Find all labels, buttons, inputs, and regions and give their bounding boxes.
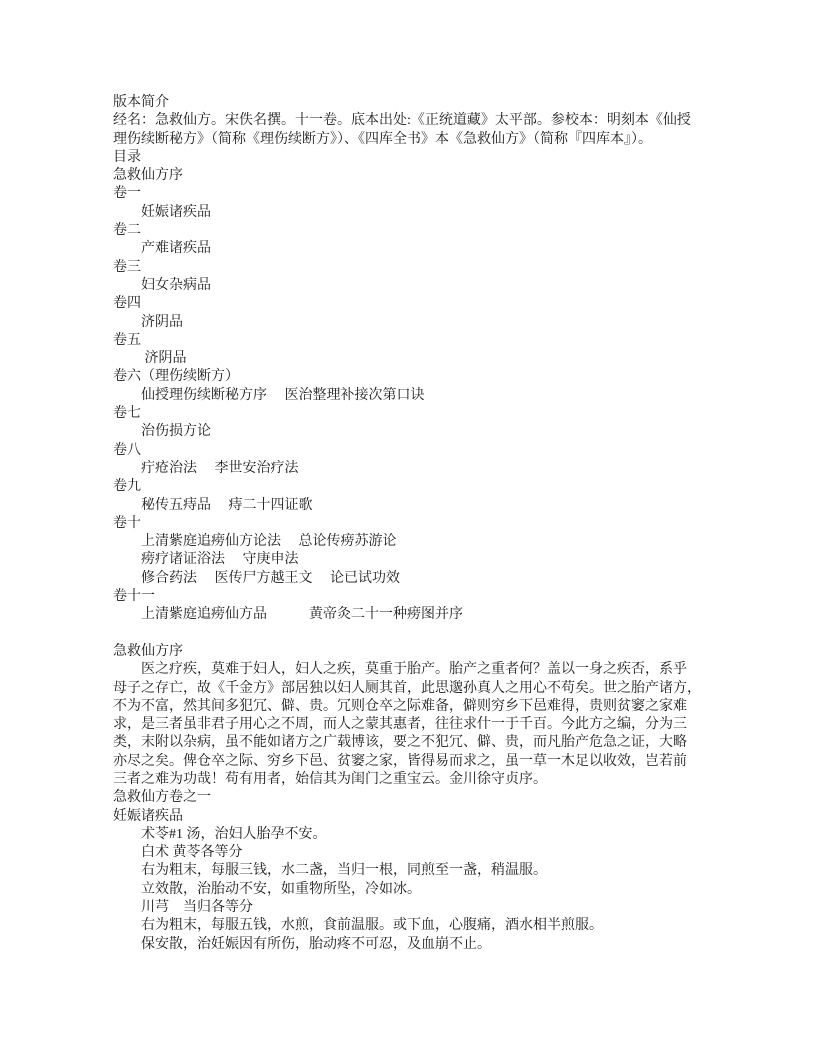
recipe-line: 右为粗末，每服五钱，水煎，食前温服。或下血，心腹痛，酒水相半煎服。 [113,918,603,934]
recipe-body [113,826,720,954]
toc-line: 卷一 [113,186,141,202]
toc-line: 痨疗诸证浴法 守庚申法 [113,552,299,568]
recipe-line: 保安散，治妊娠因有所伤，胎动疼不可忍，及血崩不止。 [113,936,491,952]
preface-line: 医之疗疾，莫难于妇人，妇人之疾，莫重于胎产。胎产之重者何？盖以一身之疾否，系乎 [113,662,687,678]
toc-line: 卷六（理伤续断方） [113,369,239,385]
toc-line: 妇女杂病品 [113,277,211,293]
toc-line: 急救仙方序 [113,168,183,184]
recipe-line: 白术 黄苓各等分 [113,845,243,861]
toc-line: 卷二 [113,223,141,239]
intro-heading: 版本简介 [113,95,169,110]
toc-line: 上清紫庭追痨仙方品 黄帝灸二十一种痨图并序 [113,607,463,623]
preface-line: 三者之难为功哉！苟有用者，始信其为闺门之重宝云。金川徐守贞序。 [113,771,547,787]
toc-line: 卷四 [113,296,141,312]
intro-text [113,112,720,149]
toc-line: 仙授理伤续断秘方序 医治整理补接次第口诀 [113,387,425,403]
toc-line: 卷十一 [113,589,155,605]
toc-line: 卷五 [113,332,141,348]
preface-heading: 急救仙方序 [113,643,183,659]
preface-line: 亦尽之矣。俾仓卒之际、穷乡下邑、贫窭之家，皆得易而求之，虽一草一木足以收效，岂若前 [113,753,687,769]
toc-line: 卷七 [113,406,141,422]
toc-line: 妊娠诸疾品 [113,204,211,220]
toc [113,167,720,624]
toc-line: 卷九 [113,479,141,495]
toc-line: 治伤损方论 [113,424,211,440]
intro-line: 理伤续断秘方》（简称《理伤续断方》）、《四库全书》本《急救仙方》（简称『四库本』）。 [113,131,652,147]
volume-heading: 急救仙方卷之一 [113,790,211,806]
section-heading: 妊娠诸疾品 [113,808,183,824]
preface-line: 不为不富，然其间多犯冗、僻、贵。冗则仓卒之际难备，僻则穷乡下邑难得，贵则贫窭之家难 [113,698,687,714]
toc-line: 卷三 [113,259,141,275]
toc-line: 卷八 [113,442,141,458]
toc-line: 疔疮治法 李世安治疗法 [113,460,299,476]
toc-line: 上清紫庭追痨仙方论法 总论传痨苏游论 [113,534,397,550]
recipe-line: 川芎 当归各等分 [113,900,253,916]
preface-line: 求，是三者虽非君子用心之不周，而人之蒙其惠者，往往求什一于千百。今此方之编，分为三 [113,717,687,733]
preface-line: 类，末附以杂病，虽不能如诸方之广载博该，要之不犯冗、僻、贵，而凡胎产危急之证，大略 [113,735,687,751]
toc-line: 济阴品 [113,351,187,367]
volume1-section [113,789,720,954]
toc-line: 产难诸疾品 [113,241,211,257]
toc-line: 修合药法 医传尸方越王文 论已试功效 [113,570,400,586]
recipe-line: 右为粗末，每服三钱，水二盏，当归一根，同煎至一盏，稍温服。 [113,863,547,879]
toc-line: 济阴品 [113,314,183,330]
preface-section [113,643,720,789]
toc-line: 卷十 [113,515,141,531]
toc-line: 秘传五痔品 痔二十四证歌 [113,497,313,513]
preface-body [113,661,720,789]
preface-line: 母子之存亡，故《千金方》部居独以妇人厕其首，此思邈孙真人之用心不苟矣。世之胎产诸方， [113,680,701,696]
recipe-line: 立效散，治胎动不安，如重物所坠，冷如冰。 [113,881,421,897]
recipe-line: 术苓#1 汤，治妇人胎孕不安。 [113,826,327,842]
toc-heading: 目录 [113,149,141,165]
intro-line: 经名：急救仙方。宋佚名撰。十一卷。底本出处:《正统道藏》太平部。参校本：明刻本《仙授 [113,113,691,129]
